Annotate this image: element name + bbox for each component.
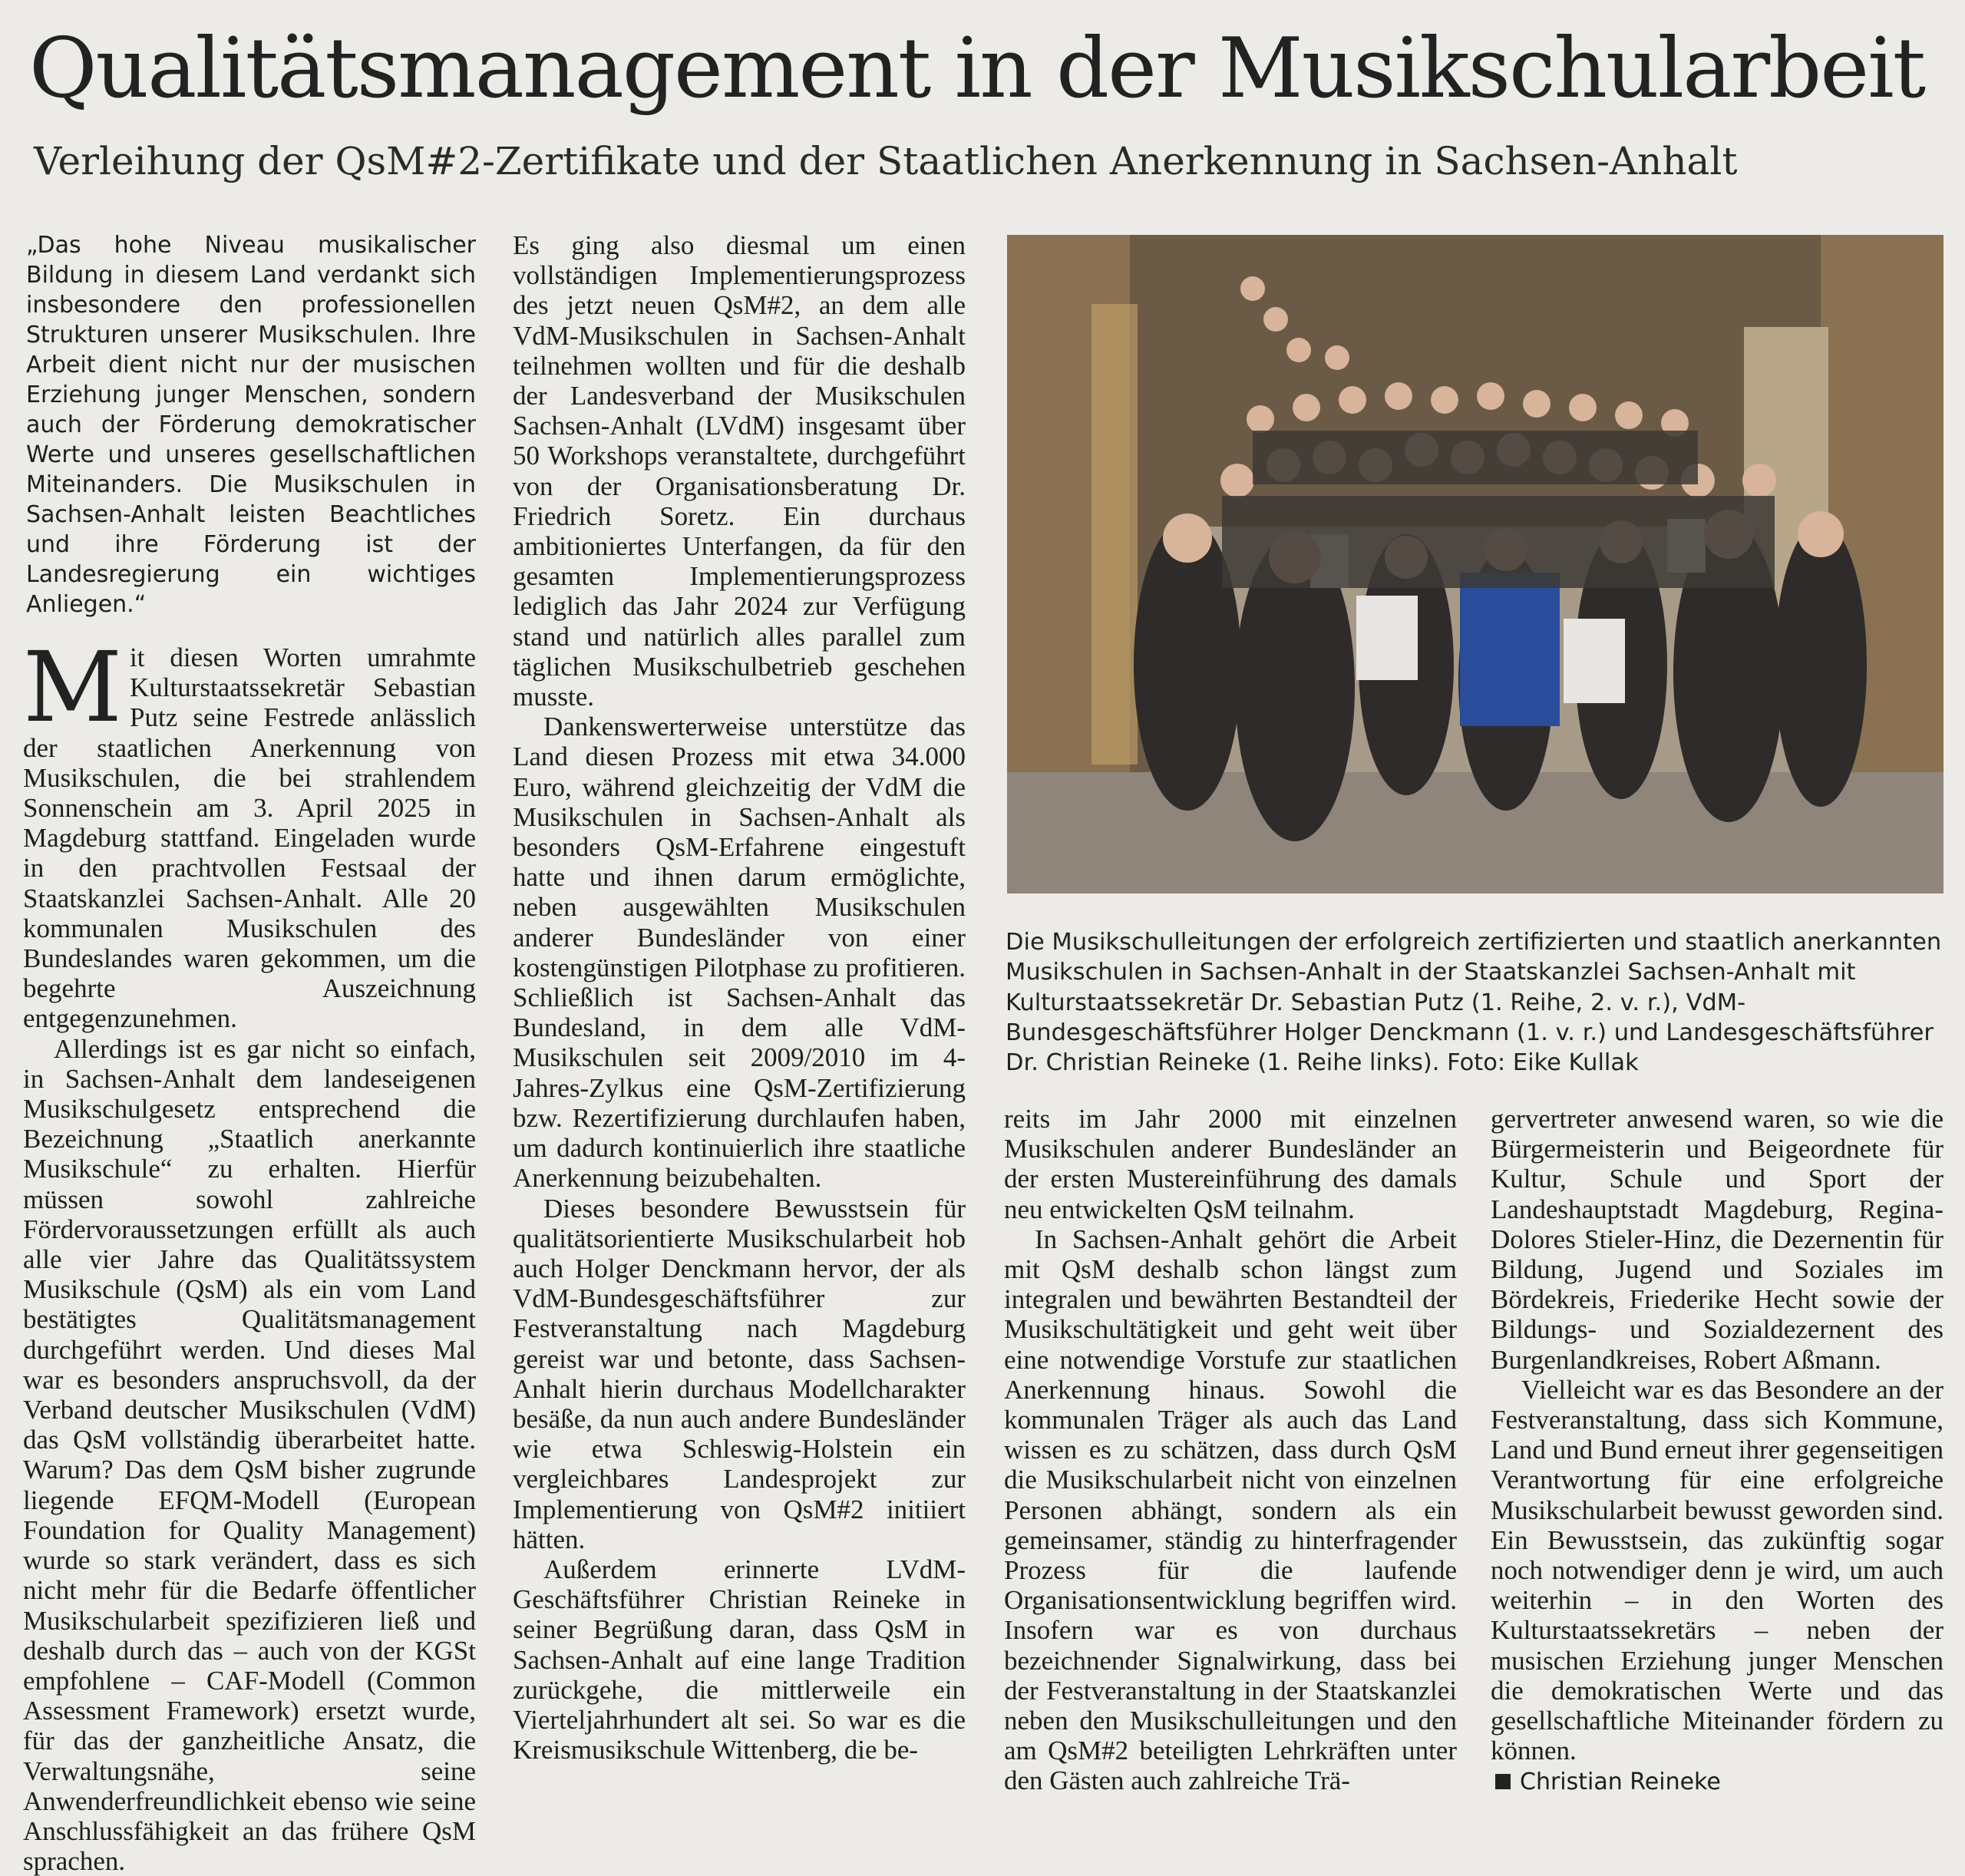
article-paragraph: Dieses besondere Bewusstsein für qualitätsorientierte Musikschularbeit hob auch Holger Denckmann hervor, der als VdM-Bundesgeschäftsführer zur Festveranstaltung nach Magdeburg gereist war und betonte, dass Sachsen-Anhalt hierin durchaus Modellcharakter besäße, da nun auch andere Bundesländer wie etwa Schleswig-Holstein ein vergleichbares Landesprojekt zur Implementierung von QsM#2 initiiert hätten. (513, 1193, 966, 1554)
article-paragraph: Dankenswerterweise unterstütze das Land diesen Prozess mit etwa 34.000 Euro, während gleichzeitig der VdM die Musikschulen in Sachsen-Anhalt als besonders QsM-Erfahrene eingestuft hatte und ihnen darum ermöglichte, neben ausgewählten Musikschulen anderer Bundesländer von einer kostengünstigen Pilotphase zu profitieren. Schließlich ist Sachsen-Anhalt das Bundesland, in dem alle VdM-Musikschulen seit 2009/2010 im 4-Jahres-Zylkus eine QsM-Zertifizierung bzw. Rezertifizierung durchlaufen haben, um dadurch kontinuierlich ihre staatliche Anerkennung beizubehalten. (513, 712, 966, 1194)
article-paragraph: Außerdem erinnerte LVdM-Geschäftsführer Christian Reineke in seiner Begrüßung daran, dass QsM in Sachsen-Anhalt auf eine lange Tradition zurückgehe, die mittlerweile ein Vierteljahrhundert alt sei. So war es die Kreismusikschule Wittenberg, die be- (513, 1554, 966, 1765)
drop-cap: M (23, 631, 123, 744)
photo-caption: Die Musikschulleitungen der erfolgreich zertifizierten und staatlich anerkannten Musikschulen in Sachsen-Anhalt in der Staatskanzlei Sachsen-Anhalt mit Kulturstaatssekretär Dr. Sebastian Putz (1. Reihe, 2. v. r.), VdM-Bundesgeschäftsführer Holger Denckmann (1. v. r.) und Landesgeschäftsführer Dr. Christian Reineke (1. Reihe links). Foto: Eike Kullak (1006, 929, 1942, 1077)
subheadline: Verleihung der QsM#2-Zertifikate und der Staatlichen Anerkennung in Sachsen-Anhalt (34, 139, 1738, 183)
article-paragraph: gervertreter anwesend waren, so wie die Bürgermeisterin und Beigeordnete für Kultur, Schule und Sport der Landeshauptstadt Magdeburg, Regina-Dolores Stieler-Hinz, die Dezernentin für Bildung, Jugend und Soziales im Bördekreis, Friederike Hecht sowie der Bildungs- und Sozialdezernent des Burgenlandkreises, Robert Aßmann. (1491, 1104, 1944, 1375)
author-line (1491, 1765, 1944, 1797)
article-column-4 (1491, 1104, 1944, 1798)
article-paragraph: Vielleicht war es das Besondere an der Festveranstaltung, dass sich Kommune, Land und Bund erneut ihrer gegenseitigen Verantwortung für eine erfolgreiche Musikschularbeit bewusst geworden sind. Ein Bewusstsein, das zukünftig sogar noch notwendiger denn je wird, um auch weiterhin – in den Worten des Kulturstaatssekretärs – neben der musischen Erziehung junger Menschen die demokratischen Werte und das gesellschaftliche Miteinander fördern zu können. (1491, 1374, 1944, 1766)
article-column-1 (23, 230, 476, 1876)
article-column-3 (1004, 1104, 1457, 1796)
article-paragraph: In Sachsen-Anhalt gehört die Arbeit mit QsM deshalb schon längst zum integralen und bewährten Bestandteil der Musikschultätigkeit und geht weit über eine notwendige Vorstufe zur staatlichen Anerkennung hinaus. Sowohl die kommunalen Träger als auch das Land wissen es zu schätzen, dass durch QsM die Musikschularbeit nicht von einzelnen Personen abhängt, sondern als ein gemeinsamer, ständig zu hinterfragender Prozess für die laufende Organisationsentwicklung begriffen wird. Insofern war es von durchaus bezeichnender Signalwirkung, dass bei der Festveranstaltung in der Staatskanzlei neben den Musikschulleitungen und den am QsM#2 beteiligten Lehrkräften unter den Gästen auch zahlreiche Trä- (1004, 1224, 1457, 1796)
article-paragraph: reits im Jahr 2000 mit einzelnen Musikschulen anderer Bundesländer an der ersten Mustereinführung des damals neu entwickelten QsM teilnahm. (1004, 1104, 1457, 1224)
article-paragraph: Mit diesen Worten umrahmte Kulturstaatssekretär Sebastian Putz seine Festrede anlässlich der staatlichen Anerkennung von Musikschulen, die bei strahlendem Sonnenschein am 3. April 2025 in Magdeburg stattfand. Eingeladen wurde in den prachtvollen Festsaal der Staatskanzlei Sachsen-Anhalt. Alle 20 kommunalen Musikschulen des Bundeslandes waren gekommen, um die begehrte Auszeichnung entgegenzunehmen. (23, 631, 476, 1034)
article-paragraph: Allerdings ist es gar nicht so einfach, in Sachsen-Anhalt dem landeseigenen Musikschulgesetz entsprechend die Bezeichnung „Staatlich anerkannte Musikschule“ zu erhalten. Hierfür müssen sowohl zahlreiche Fördervoraussetzungen erfüllt als auch alle vier Jahre das Qualitätssystem Musikschule (QsM) als ein vom Land bestätigtes Qualitätsmanagement durchgeführt werden. Und dieses Mal war es besonders anspruchsvoll, da der Verband deutscher Musikschulen (VdM) das QsM vollständig überarbeitet hatte. Warum? Das dem QsM bisher zugrunde liegende EFQM-Modell (European Foundation for Quality Management) wurde so stark verändert, dass es sich nicht mehr für die Bedarfe öffentlicher Musikschularbeit spezifizieren ließ und deshalb durch das – auch von der KGSt empfohlene – CAF-Modell (Common Assessment Framework) ersetzt wurde, für das der ganzheitliche Ansatz, die Verwaltungsnähe, seine Anwenderfreundlichkeit ebenso wie seine Anschlussfähigkeit an das frühere QsM sprachen. (23, 1033, 476, 1876)
opening-quote: „Das hohe Niveau musikalischer Bildung in diesem Land verdankt sich insbesondere den professionellen Strukturen unserer Musikschulen. Ihre Arbeit dient nicht nur der musischen Erziehung junger Menschen, sondern auch der Förderung demokratischer Werte und unseres gesellschaftlichen Miteinanders. Die Musikschulen in Sachsen-Anhalt leisten Beachtliches und ihre Förderung ist der Landesregierung ein wichtiges Anliegen.“ (26, 232, 476, 618)
group-photo (1007, 235, 1944, 893)
author-name: Christian Reineke (1520, 1769, 1721, 1796)
article-paragraph: Es ging also diesmal um einen vollständigen Implementierungsprozess des jetzt neuen QsM#2, an dem alle VdM-Musikschulen in Sachsen-Anhalt teilnehmen wollten und für die deshalb der Landesverband der Musikschulen Sachsen-Anhalt (LVdM) insgesamt über 50 Workshops veranstaltete, durchgeführt von der Organisationsberatung Dr. Friedrich Soretz. Ein durchaus ambitioniertes Unterfangen, da für den gesamten Implementierungsprozess lediglich das Jahr 2024 zur Verfügung stand und natürlich alles parallel zum täglichen Musikschulbetrieb geschehen musste. (513, 230, 966, 712)
headline: Qualitätsmanagement in der Musikschularbeit (29, 21, 1925, 117)
author-square-icon (1495, 1774, 1511, 1789)
article-column-2 (513, 230, 966, 1765)
